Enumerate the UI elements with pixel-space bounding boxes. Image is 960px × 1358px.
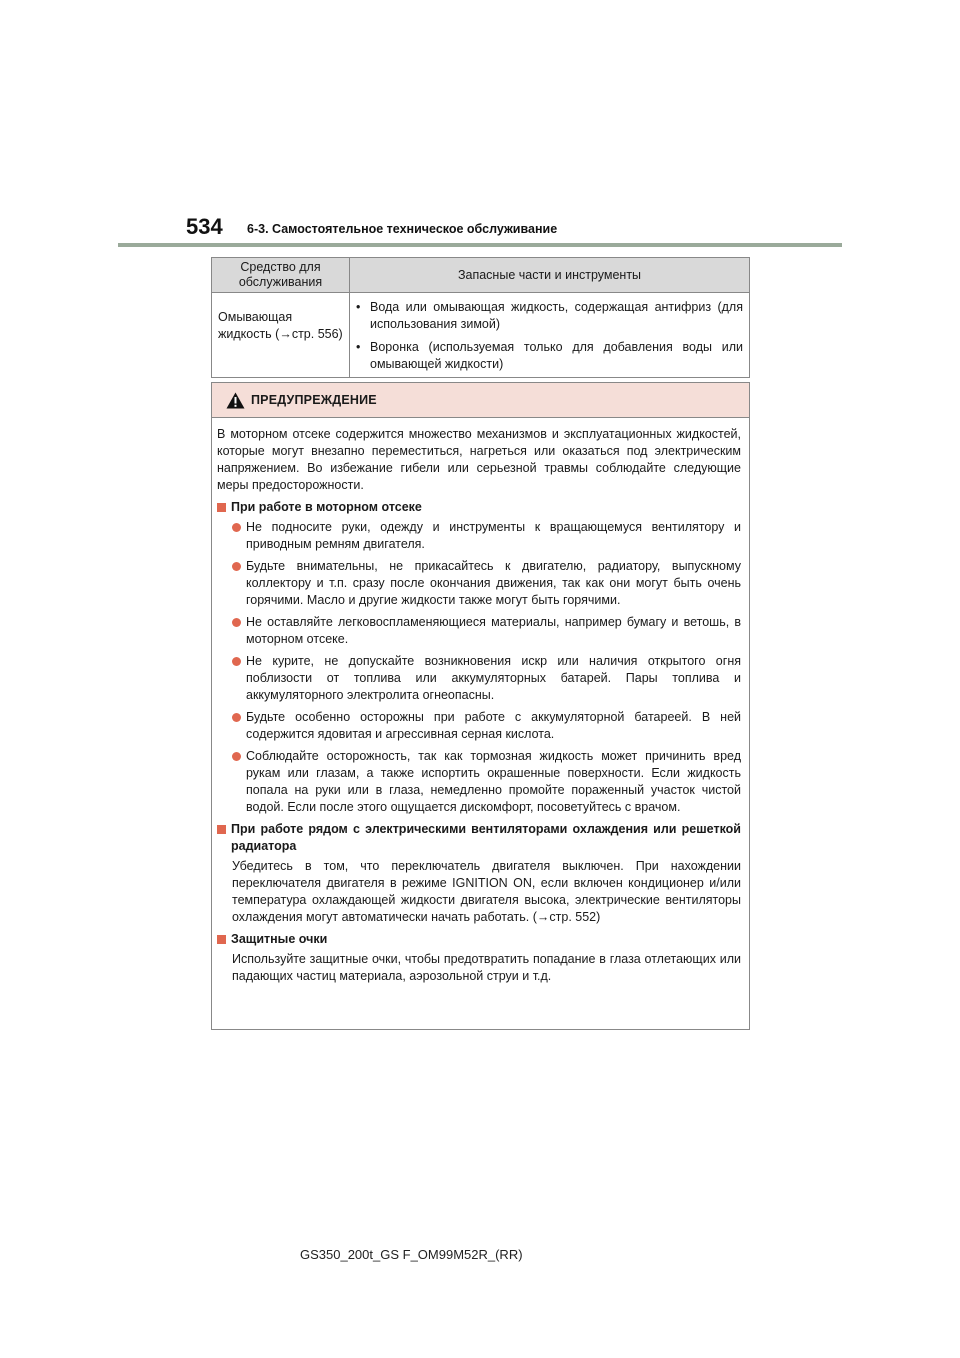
- section-heading-safety-glasses: Защитные очки: [217, 931, 741, 948]
- table-cell-parts: [350, 293, 750, 378]
- list-item: Не подносите руки, одежду и инструменты к вращающемуся вентилятору и приводным ремням двигателя.: [217, 519, 741, 553]
- warning-triangle-icon: [226, 392, 245, 409]
- table-cell-item: Омывающая жидкость (→стр. 556): [212, 293, 350, 378]
- warning-title: ПРЕДУПРЕЖДЕНИЕ: [251, 393, 377, 407]
- section-heading-cooling-fans: При работе рядом с электрическими вентиляторами охлаждения или решеткой радиатора: [217, 821, 741, 855]
- header-rule: [118, 243, 842, 247]
- list-item: Не курите, не допускайте возникновения искр или наличия открытого огня поблизости от топлива или аккумуляторных батарей. Пары топлива и аккумуляторного электролита огнеопасны.: [217, 653, 741, 704]
- section-text-safety-glasses: Используйте защитные очки, чтобы предотвратить попадание в глаза отлетающих или падающих частиц материала, аэрозольной струи и т.д.: [232, 952, 741, 983]
- section-text-cooling-fans: Убедитесь в том, что переключатель двигателя выключен. При нахождении переключателя двигателя в режиме IGNITION ON, если включен кондиционер и/или температура охлаждающей жидкости двигателя высока, электрические вентиляторы охлаждения могут автоматически начать работать. (→стр. 552): [232, 859, 741, 924]
- list-item: • Воронка (используемая только для добавления воды или омывающей жидкости): [356, 339, 743, 373]
- page-number: 534: [186, 214, 223, 239]
- list-item: Соблюдайте осторожность, так как тормозная жидкость может причинить вред рукам или глазам, а также испортить окрашенные поверхности. Если жидкость попала на руки или в глаза, немедленно промойте пораженный участок чистой водой. Если после этого ощущается дискомфорт, посоветуйтесь с врачом.: [217, 748, 741, 816]
- table-header-item: Средство для обслуживания: [212, 258, 350, 293]
- maintenance-table: [211, 257, 750, 378]
- parts-list: [356, 299, 743, 373]
- table-row: [212, 293, 750, 378]
- section-title: 6-3. Самостоятельное техническое обслуживание: [247, 222, 558, 236]
- section-heading-engine-compartment: При работе в моторном отсеке: [217, 499, 741, 516]
- footer-model-code: GS350_200t_GS F_OM99M52R_(RR): [300, 1247, 523, 1262]
- list-item: • Вода или омывающая жидкость, содержащая антифриз (для использования зимой): [356, 299, 743, 333]
- list-item: Не оставляйте легковоспламеняющиеся материалы, например бумагу и ветошь, в моторном отсеке.: [217, 614, 741, 648]
- table-header-parts: Запасные части и инструменты: [350, 258, 750, 293]
- warning-header: [212, 383, 749, 418]
- warning-box: [211, 382, 750, 1030]
- warning-body: [212, 418, 749, 985]
- list-item: Будьте внимательны, не прикасайтесь к двигателю, радиатору, выпускному коллектору и т.п. сразу после окончания движения, так как они могут быть очень горячими. Масло и другие жидкости также могут быть горячими.: [217, 558, 741, 609]
- warning-intro: В моторном отсеке содержится множество механизмов и эксплуатационных жидкостей, которые могут внезапно переместиться, нагреться или оказаться под электрическим напряжением. Во избежание гибели или серьезной травмы соблюдайте следующие меры предосторожности.: [217, 427, 741, 492]
- list-item: Будьте особенно осторожны при работе с аккумуляторной батареей. В ней содержится ядовитая и агрессивная серная кислота.: [217, 709, 741, 743]
